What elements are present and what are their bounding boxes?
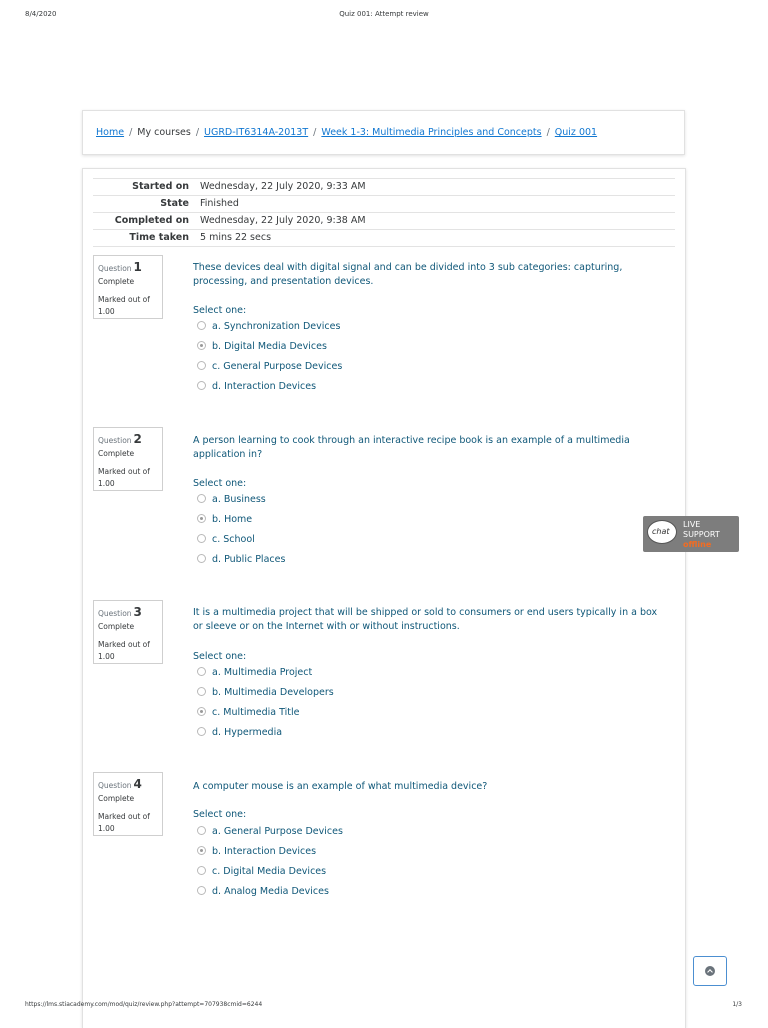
summary-label: State [160,198,189,209]
question-prefix: Question [98,436,132,445]
answer-option-label: c. General Purpose Devices [212,361,343,372]
radio-button[interactable] [197,534,206,543]
summary-row-completed [93,213,675,230]
question-marks: Marked out of 1.00 [98,295,150,316]
summary-value: Finished [200,198,239,209]
question-prefix: Question [98,264,132,273]
answer-option-label: d. Public Places [212,554,286,565]
answer-option-label: a. Business [212,494,266,505]
question-text-4: A computer mouse is an example of what multimedia device? [193,781,488,792]
select-one-label: Select one: [193,478,247,489]
radio-button-checked[interactable] [197,341,206,350]
breadcrumb-container [82,110,685,155]
answer-option-label: b. Multimedia Developers [212,687,334,698]
question-info-4 [93,772,163,836]
print-date: 8/4/2020 [25,10,57,18]
answer-option-selected[interactable] [197,514,252,526]
breadcrumb-week-link[interactable]: Week 1-3: Multimedia Principles and Concepts [321,127,542,138]
live-support-line2: SUPPORT [683,530,720,539]
radio-button[interactable] [197,381,206,390]
answer-option-label: d. Hypermedia [212,727,283,738]
question-status: Complete [98,449,135,458]
radio-button[interactable] [197,866,206,875]
answer-option-label: b. Home [212,514,253,525]
question-info-2 [93,427,163,491]
radio-button-checked[interactable] [197,846,206,855]
answer-option[interactable] [197,494,266,506]
radio-button[interactable] [197,886,206,895]
question-number: 4 [133,777,142,791]
answer-option-selected[interactable] [197,846,316,858]
answer-option[interactable] [197,667,312,679]
question-info-1 [93,255,163,319]
answer-option[interactable] [197,321,340,333]
radio-button[interactable] [197,361,206,370]
print-footer [0,1001,768,1013]
breadcrumb-home-link[interactable]: Home [96,127,125,138]
answer-option[interactable] [197,361,342,373]
answer-option-label: d. Interaction Devices [212,381,317,392]
question-number: 2 [133,432,142,446]
radio-button[interactable] [197,494,206,503]
radio-button[interactable] [197,554,206,563]
breadcrumb [96,127,597,138]
select-one-label: Select one: [193,305,247,316]
summary-value: Wednesday, 22 July 2020, 9:33 AM [200,181,366,192]
scroll-to-top-button[interactable] [693,956,727,986]
summary-row-started [93,179,675,196]
question-text-2: A person learning to cook through an interactive recipe book is an example of a multimedia application in? [193,435,630,460]
summary-row-time-taken [93,230,675,247]
answer-option-label: c. Multimedia Title [212,707,300,718]
breadcrumb-separator: / [195,127,200,138]
live-support-status: offline [683,540,712,549]
answer-option-label: a. Multimedia Project [212,667,313,678]
question-marks: Marked out of 1.00 [98,467,150,488]
answer-option-label: b. Interaction Devices [212,846,317,857]
answer-option-label: b. Digital Media Devices [212,341,327,352]
answer-option-selected[interactable] [197,707,299,719]
answer-option-selected[interactable] [197,341,327,353]
chevron-up-circle-icon [705,966,715,976]
answer-option[interactable] [197,886,329,898]
radio-button-checked[interactable] [197,514,206,523]
breadcrumb-separator: / [129,127,133,138]
live-support-widget[interactable] [643,516,739,552]
question-number: 3 [133,605,142,619]
question-number: 1 [133,260,142,274]
answer-option[interactable] [197,866,326,878]
answer-option[interactable] [197,554,285,566]
summary-value: 5 mins 22 secs [200,232,272,243]
chat-bubble-label: chat [652,527,670,536]
breadcrumb-my-courses: My courses [137,127,191,138]
select-one-label: Select one: [193,651,247,662]
question-text-1: These devices deal with digital signal and can be divided into 3 sub categories: capturing, processing, and presentation devices. [193,262,623,287]
question-info-3 [93,600,163,664]
question-status: Complete [98,794,135,803]
print-header [0,10,768,22]
live-support-text [683,520,720,550]
breadcrumb-separator: / [313,127,317,138]
radio-button[interactable] [197,667,206,676]
attempt-summary-table [93,178,675,247]
radio-button[interactable] [197,826,206,835]
summary-row-state [93,196,675,213]
breadcrumb-quiz-link[interactable]: Quiz 001 [554,127,598,138]
radio-button[interactable] [197,687,206,696]
radio-button[interactable] [197,321,206,330]
answer-option[interactable] [197,534,255,546]
summary-label: Started on [132,181,189,192]
answer-option-label: a. General Purpose Devices [212,826,343,837]
answer-option[interactable] [197,687,334,699]
select-one-label: Select one: [193,809,247,820]
radio-button-checked[interactable] [197,707,206,716]
radio-button[interactable] [197,727,206,736]
answer-option-label: c. School [212,534,255,545]
question-marks: Marked out of 1.00 [98,812,150,833]
print-page-number: 1/3 [732,1001,742,1008]
question-status: Complete [98,622,135,631]
answer-option[interactable] [197,826,343,838]
answer-option-label: d. Analog Media Devices [212,886,329,897]
quiz-review-region [82,168,686,1028]
breadcrumb-separator: / [546,127,550,138]
question-prefix: Question [98,781,132,790]
print-url: https://lms.stiacademy.com/mod/quiz/review.php?attempt=707938cmid=6244 [25,1001,263,1008]
answer-option-label: a. Synchronization Devices [212,321,341,332]
live-support-line1: LIVE [683,520,701,529]
summary-label: Completed on [114,215,189,226]
answer-option[interactable] [197,727,282,739]
answer-option[interactable] [197,381,316,393]
question-marks: Marked out of 1.00 [98,640,150,661]
question-status: Complete [98,277,135,286]
question-text-3: It is a multimedia project that will be shipped or sold to consumers or end users typically in a box or sleeve or on the Internet with or without instructions. [193,607,658,632]
answer-option-label: c. Digital Media Devices [212,866,327,877]
summary-value: Wednesday, 22 July 2020, 9:38 AM [200,215,366,226]
chat-bubble-icon [647,520,677,544]
print-title: Quiz 001: Attempt review [339,10,429,18]
question-prefix: Question [98,609,132,618]
breadcrumb-course-link[interactable]: UGRD-IT6314A-2013T [204,127,309,138]
summary-label: Time taken [129,232,189,243]
